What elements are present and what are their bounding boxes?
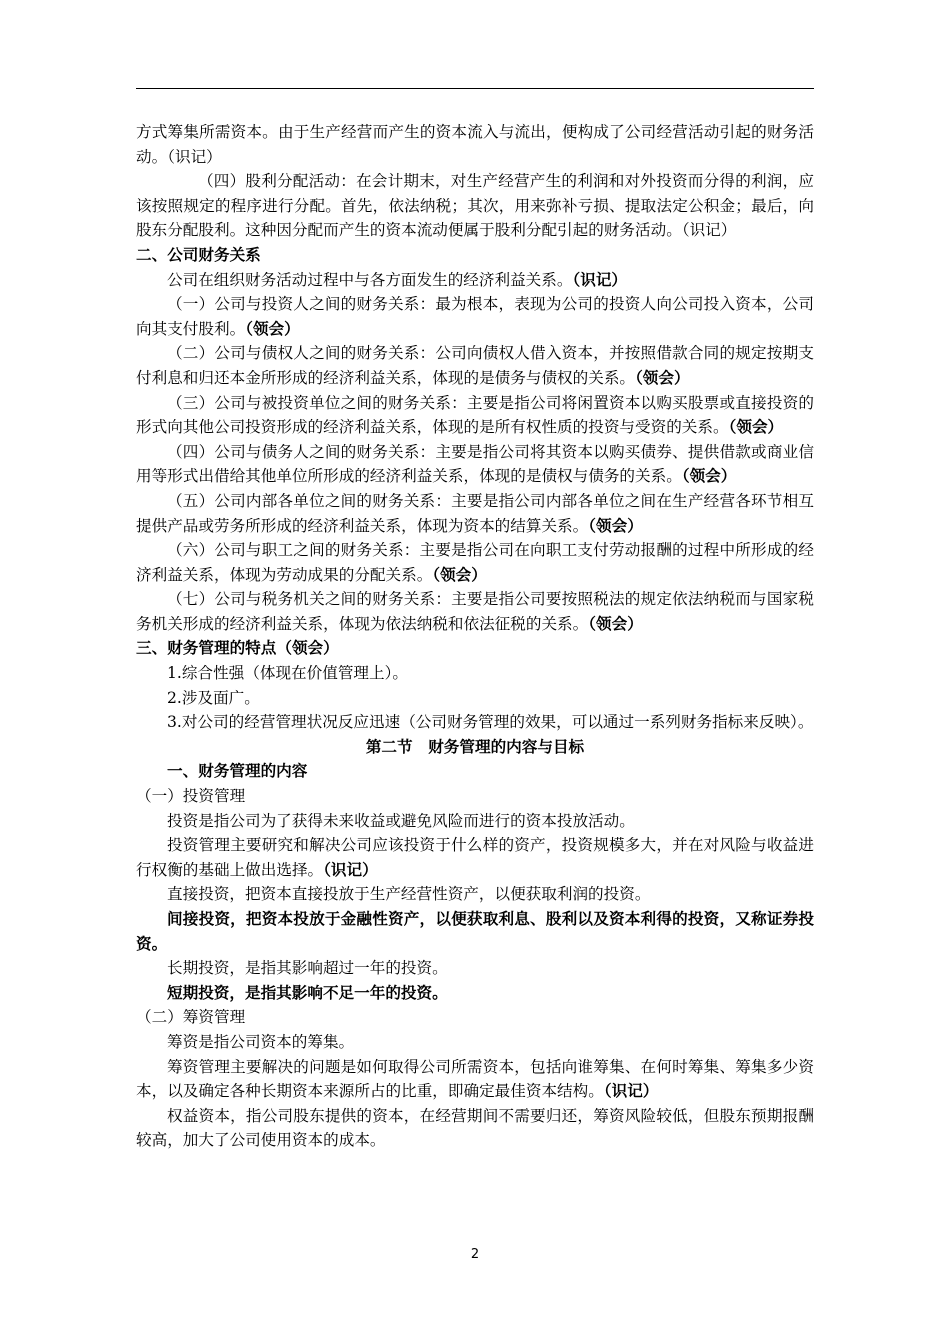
paragraph: 长期投资，是指其影响超过一年的投资。 bbox=[167, 959, 448, 978]
paragraph-text: （一）公司与投资人之间的财务关系：最为根本，表现为公司的投资人向公司投入资本，公司向其支付股利。 bbox=[136, 295, 814, 338]
paragraph: 筹资是指公司资本的筹集。 bbox=[167, 1032, 355, 1051]
study-tag: （领会） bbox=[635, 367, 690, 387]
paragraph-text: 公司在组织财务活动过程中与各方面发生的经济利益关系。 bbox=[167, 270, 573, 289]
paragraph: 投资是指公司为了获得未来收益或避免风险而进行的资本投放活动。 bbox=[167, 811, 635, 830]
study-tag: （识记） bbox=[603, 1081, 659, 1101]
paragraph bbox=[136, 538, 814, 587]
paragraph bbox=[136, 489, 814, 538]
study-tag: （领会） bbox=[432, 564, 487, 584]
paragraph-text: 筹资管理主要解决的问题是如何取得公司所需资本，包括向谁筹集、在何时筹集、筹集多少资本，以及确定各种长期资本来源所占的比重，即确定最佳资本结构。 bbox=[136, 1057, 814, 1101]
paragraph bbox=[136, 268, 814, 293]
paragraph bbox=[136, 292, 814, 341]
paragraph bbox=[136, 341, 814, 390]
paragraph-emphasis: 短期投资，是指其影响不足一年的投资。 bbox=[167, 982, 448, 1002]
paragraph-text: 投资管理主要研究和解决公司应该投资于什么样的资产，投资规模多大，并在对风险与收益进行权衡的基础上做出选择。 bbox=[136, 836, 814, 879]
paragraph-text: （五）公司内部各单位之间的财务关系：主要是指公司内部各单位之间在生产经营各环节相互提供产品或劳务所形成的经济利益关系，体现为资本的结算关系。 bbox=[136, 491, 814, 535]
list-item: 1.综合性强（体现在价值管理上）。 bbox=[167, 664, 408, 683]
subsection-heading: （二）筹资管理 bbox=[136, 1008, 246, 1027]
section-heading: 一、财务管理的内容 bbox=[167, 761, 308, 781]
paragraph bbox=[136, 440, 814, 489]
paragraph bbox=[136, 833, 814, 882]
list-item: 2.涉及面广。 bbox=[167, 688, 260, 707]
study-tag: （领会） bbox=[245, 318, 300, 338]
study-tag: （领会） bbox=[728, 417, 784, 437]
study-tag: （领会） bbox=[588, 515, 643, 535]
paragraph-text: （六）公司与职工之间的财务关系：主要是指公司在向职工支付劳动报酬的过程中所形成的经济利益关系，体现为劳动成果的分配关系。 bbox=[136, 541, 814, 584]
paragraph: （四）股利分配活动：在会计期末，对生产经营产生的利润和对外投资而分得的利润，应该按照规定的程序进行分配。首先，依法纳税；其次，用来弥补亏损、提取法定公积金；最后，向股东分配股利。这种因分配而产生的资本流动便属于股利分配引起的财务活动。（识记） bbox=[136, 172, 814, 240]
paragraph bbox=[136, 587, 814, 636]
paragraph-text: （三）公司与被投资单位之间的财务关系：主要是指公司将闲置资本以购买股票或直接投资的形式向其他公司投资形成的经济利益关系，体现的是所有权性质的投资与受资的关系。 bbox=[136, 393, 814, 437]
paragraph: 方式筹集所需资本。由于生产经营而产生的资本流入与流出，便构成了公司经营活动引起的财务活动。（识记） bbox=[136, 123, 814, 166]
paragraph: 直接投资，把资本直接投放于生产经营性资产，以便获取利润的投资。 bbox=[167, 885, 651, 904]
paragraph bbox=[136, 391, 814, 440]
paragraph-emphasis: 间接投资，把资本投放于金融性资产，以便获取利息、股利以及资本利得的投资，又称证券投资。 bbox=[136, 909, 814, 953]
paragraph: 权益资本，指公司股东提供的资本，在经营期间不需要归还，筹资风险较低，但股东预期报酬较高，加大了公司使用资本的成本。 bbox=[136, 1106, 814, 1150]
study-tag: （领会） bbox=[588, 613, 643, 633]
subsection-heading: （一）投资管理 bbox=[136, 787, 246, 806]
document-body bbox=[136, 120, 814, 1153]
paragraph-text: （二）公司与债权人之间的财务关系：公司向债权人借入资本，并按照借款合同的规定按期支付利息和归还本金所形成的经济利益关系，体现的是债务与债权的关系。 bbox=[136, 344, 814, 387]
paragraph-text: （四）公司与债务人之间的财务关系：主要是指公司将其资本以购买债券、提供借款或商业信用等形式出借给其他单位所形成的经济利益关系，体现的是债权与债务的关系。 bbox=[136, 442, 814, 486]
header-rule bbox=[136, 88, 814, 89]
chapter-section-title: 第二节 财务管理的内容与目标 bbox=[365, 736, 585, 756]
paragraph-text: （七）公司与税务机关之间的财务关系：主要是指公司要按照税法的规定依法纳税而与国家税务机关形成的经济利益关系，体现为依法纳税和依法征税的关系。 bbox=[136, 590, 814, 633]
study-tag: （识记） bbox=[572, 269, 628, 289]
section-heading: 三、财务管理的特点（领会） bbox=[136, 638, 339, 658]
section-heading: 二、公司财务关系 bbox=[136, 244, 261, 264]
paragraph bbox=[136, 1055, 814, 1104]
study-tag: （领会） bbox=[681, 466, 737, 486]
study-tag: （识记） bbox=[323, 859, 378, 879]
page-number: 2 bbox=[470, 1247, 480, 1262]
list-item: 3.对公司的经营管理状况反应迅速（公司财务管理的效果，可以通过一系列财务指标来反映）。 bbox=[167, 713, 814, 732]
